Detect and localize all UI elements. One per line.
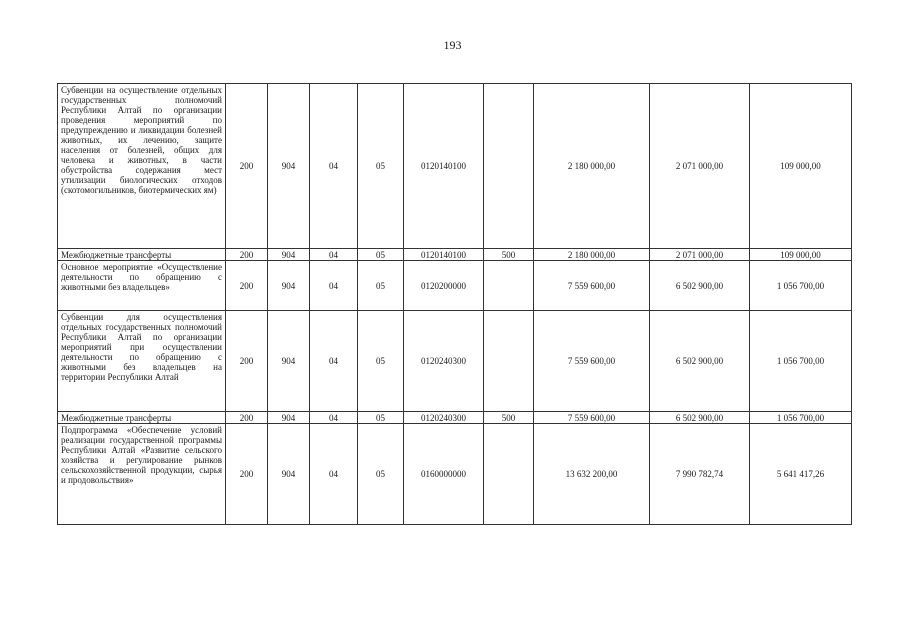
cell-amount-3: 1 056 700,00 (750, 261, 852, 311)
cell-total-amount: 2 180 000,00 (534, 84, 650, 249)
cell-target-article: 0120140100 (404, 84, 484, 249)
cell-amount-2: 7 990 782,74 (650, 424, 750, 525)
cell-amount-2: 6 502 900,00 (650, 261, 750, 311)
cell-target-article: 0120200000 (404, 261, 484, 311)
cell-podrazdel: 05 (358, 84, 404, 249)
cell-expense-type (484, 84, 534, 249)
cell-grbs: 200 (226, 261, 268, 311)
cell-amount-3: 109 000,00 (750, 249, 852, 261)
cell-amount-3: 1 056 700,00 (750, 311, 852, 412)
cell-amount-3: 109 000,00 (750, 84, 852, 249)
cell-vedomstvo: 904 (268, 311, 310, 412)
cell-target-article: 0120240300 (404, 412, 484, 424)
cell-grbs: 200 (226, 424, 268, 525)
cell-target-article: 0160000000 (404, 424, 484, 525)
cell-razdel: 04 (310, 412, 358, 424)
cell-vedomstvo: 904 (268, 249, 310, 261)
cell-podrazdel: 05 (358, 249, 404, 261)
cell-grbs: 200 (226, 249, 268, 261)
cell-razdel: 04 (310, 311, 358, 412)
table-row (58, 412, 852, 424)
table-row (58, 84, 852, 249)
cell-razdel: 04 (310, 424, 358, 525)
cell-razdel: 04 (310, 261, 358, 311)
table-body (58, 84, 852, 525)
row-name: Межбюджетные трансферты (58, 412, 226, 424)
budget-table (57, 83, 852, 525)
cell-target-article: 0120240300 (404, 311, 484, 412)
cell-amount-3: 5 641 417,26 (750, 424, 852, 525)
table-row (58, 261, 852, 311)
table-row (58, 424, 852, 525)
cell-expense-type (484, 261, 534, 311)
table-row (58, 311, 852, 412)
cell-razdel: 04 (310, 249, 358, 261)
cell-target-article: 0120140100 (404, 249, 484, 261)
page-number: 193 (443, 38, 462, 52)
row-name: Субвенции на осуществление отдельных государственных полномочий Республики Алтай по организации проведения мероприятий по предупреждению и ликвидации болезней животных, их лечению, защите населения от болезней, общих для человека и животных, в части обустройства содержания мест утилизации биологических отходов (скотомогильников, биотермических ям) (58, 84, 226, 249)
row-name: Субвенции для осуществления отдельных государственных полномочий Республики Алтай по организации мероприятий при осуществлении деятельности по обращению с животными без владельцев на территории Республики Алтай (58, 311, 226, 412)
cell-podrazdel: 05 (358, 311, 404, 412)
cell-amount-2: 6 502 900,00 (650, 412, 750, 424)
cell-total-amount: 13 632 200,00 (534, 424, 650, 525)
cell-expense-type: 500 (484, 249, 534, 261)
cell-total-amount: 7 559 600,00 (534, 261, 650, 311)
cell-grbs: 200 (226, 412, 268, 424)
cell-grbs: 200 (226, 311, 268, 412)
cell-amount-3: 1 056 700,00 (750, 412, 852, 424)
row-name: Основное мероприятие «Осуществление деятельности по обращению с животными без владельцев» (58, 261, 226, 311)
cell-amount-2: 6 502 900,00 (650, 311, 750, 412)
cell-total-amount: 7 559 600,00 (534, 412, 650, 424)
cell-podrazdel: 05 (358, 261, 404, 311)
cell-amount-2: 2 071 000,00 (650, 84, 750, 249)
cell-expense-type (484, 424, 534, 525)
cell-podrazdel: 05 (358, 412, 404, 424)
cell-razdel: 04 (310, 84, 358, 249)
cell-podrazdel: 05 (358, 424, 404, 525)
row-name: Подпрограмма «Обеспечение условий реализации государственной программы Республики Алтай «Развитие сельского хозяйства и регулирование рынков сельскохозяйственной продукции, сырья и продовольствия» (58, 424, 226, 525)
cell-amount-2: 2 071 000,00 (650, 249, 750, 261)
cell-total-amount: 2 180 000,00 (534, 249, 650, 261)
cell-expense-type (484, 311, 534, 412)
cell-expense-type: 500 (484, 412, 534, 424)
cell-vedomstvo: 904 (268, 261, 310, 311)
cell-vedomstvo: 904 (268, 412, 310, 424)
cell-grbs: 200 (226, 84, 268, 249)
cell-total-amount: 7 559 600,00 (534, 311, 650, 412)
cell-vedomstvo: 904 (268, 424, 310, 525)
cell-vedomstvo: 904 (268, 84, 310, 249)
row-name: Межбюджетные трансферты (58, 249, 226, 261)
table-row (58, 249, 852, 261)
